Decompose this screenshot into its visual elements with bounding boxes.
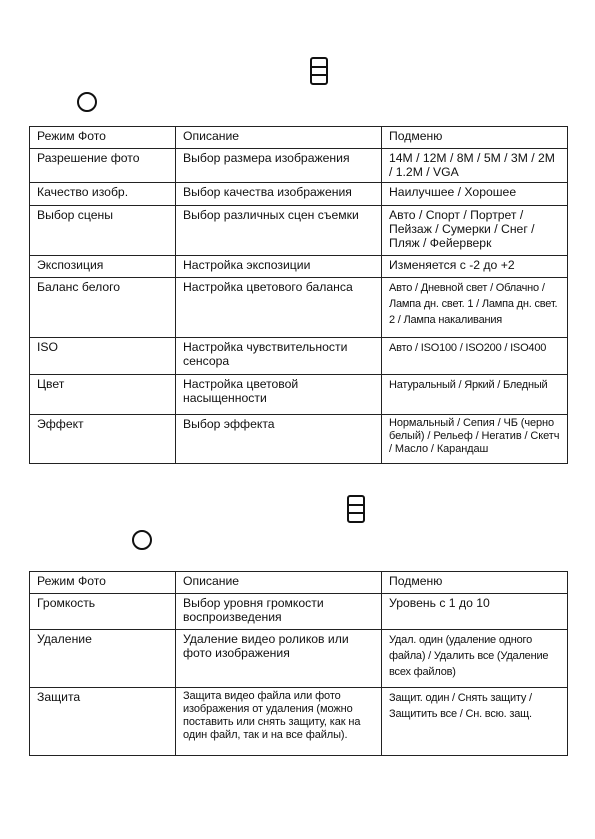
table-header-row bbox=[30, 572, 568, 594]
table-row bbox=[30, 256, 568, 278]
circle-button-icon bbox=[132, 530, 152, 550]
row-mode: Защита bbox=[30, 688, 176, 756]
row-description: Выбор размера изображения bbox=[176, 149, 382, 183]
row-submenu: Авто / Дневной свет / Облачно / Лампа дн. свет. 1 / Лампа дн. свет. 2 / Лампа накаливания bbox=[382, 278, 568, 338]
playback-mode-table bbox=[29, 571, 568, 756]
row-description: Настройка цветовой насыщенности bbox=[176, 375, 382, 415]
row-mode: Удаление bbox=[30, 630, 176, 688]
row-submenu: Удал. один (удаление одного файла) / Удалить все (Удаление всех файлов) bbox=[382, 630, 568, 688]
row-description: Защита видео файла или фото изображения от удаления (можно поставить или снять защиту, как на один файл, так и на все файлы). bbox=[176, 688, 382, 756]
row-submenu: Наилучшее / Хорошее bbox=[382, 183, 568, 206]
row-mode: Выбор сцены bbox=[30, 206, 176, 256]
header-mode: Режим Фото bbox=[30, 127, 176, 149]
header-description: Описание bbox=[176, 127, 382, 149]
row-mode: Качество изобр. bbox=[30, 183, 176, 206]
row-submenu: Нормальный / Сепия / ЧБ (черно белый) / Рельеф / Негатив / Скетч / Масло / Карандаш bbox=[382, 415, 568, 464]
table-row bbox=[30, 278, 568, 338]
table-row bbox=[30, 206, 568, 256]
table-row bbox=[30, 630, 568, 688]
table-row bbox=[30, 415, 568, 464]
row-description: Настройка экспозиции bbox=[176, 256, 382, 278]
row-submenu: Авто / ISO100 / ISO200 / ISO400 bbox=[382, 338, 568, 375]
row-description: Удаление видео роликов или фото изображения bbox=[176, 630, 382, 688]
table-row bbox=[30, 375, 568, 415]
table-row bbox=[30, 149, 568, 183]
row-description: Настройка цветового баланса bbox=[176, 278, 382, 338]
photo-mode-table bbox=[29, 126, 568, 464]
row-mode: Громкость bbox=[30, 594, 176, 630]
header-mode: Режим Фото bbox=[30, 572, 176, 594]
row-mode: Разрешение фото bbox=[30, 149, 176, 183]
circle-button-icon bbox=[77, 92, 97, 112]
row-description: Выбор уровня громкости воспроизведения bbox=[176, 594, 382, 630]
header-submenu: Подменю bbox=[382, 127, 568, 149]
table-row bbox=[30, 594, 568, 630]
row-mode: Эффект bbox=[30, 415, 176, 464]
table-row bbox=[30, 688, 568, 756]
menu-button-icon bbox=[310, 57, 328, 85]
row-submenu: Авто / Спорт / Портрет / Пейзаж / Сумерки / Снег / Пляж / Фейерверк bbox=[382, 206, 568, 256]
row-submenu: 14M / 12M / 8M / 5M / 3M / 2M / 1.2M / VGA bbox=[382, 149, 568, 183]
row-submenu: Натуральный / Яркий / Бледный bbox=[382, 375, 568, 415]
header-submenu: Подменю bbox=[382, 572, 568, 594]
row-submenu: Уровень с 1 до 10 bbox=[382, 594, 568, 630]
row-submenu: Защит. один / Снять защиту / Защитить все / Сн. всю. защ. bbox=[382, 688, 568, 756]
row-mode: Цвет bbox=[30, 375, 176, 415]
row-mode: Экспозиция bbox=[30, 256, 176, 278]
menu-button-icon bbox=[347, 495, 365, 523]
row-description: Выбор различных сцен съемки bbox=[176, 206, 382, 256]
row-mode: Баланс белого bbox=[30, 278, 176, 338]
row-description: Выбор качества изображения bbox=[176, 183, 382, 206]
table-row bbox=[30, 183, 568, 206]
row-submenu: Изменяется с -2 до +2 bbox=[382, 256, 568, 278]
table-header-row bbox=[30, 127, 568, 149]
row-description: Выбор эффекта bbox=[176, 415, 382, 464]
table-row bbox=[30, 338, 568, 375]
header-description: Описание bbox=[176, 572, 382, 594]
row-description: Настройка чувствительности сенсора bbox=[176, 338, 382, 375]
row-mode: ISO bbox=[30, 338, 176, 375]
